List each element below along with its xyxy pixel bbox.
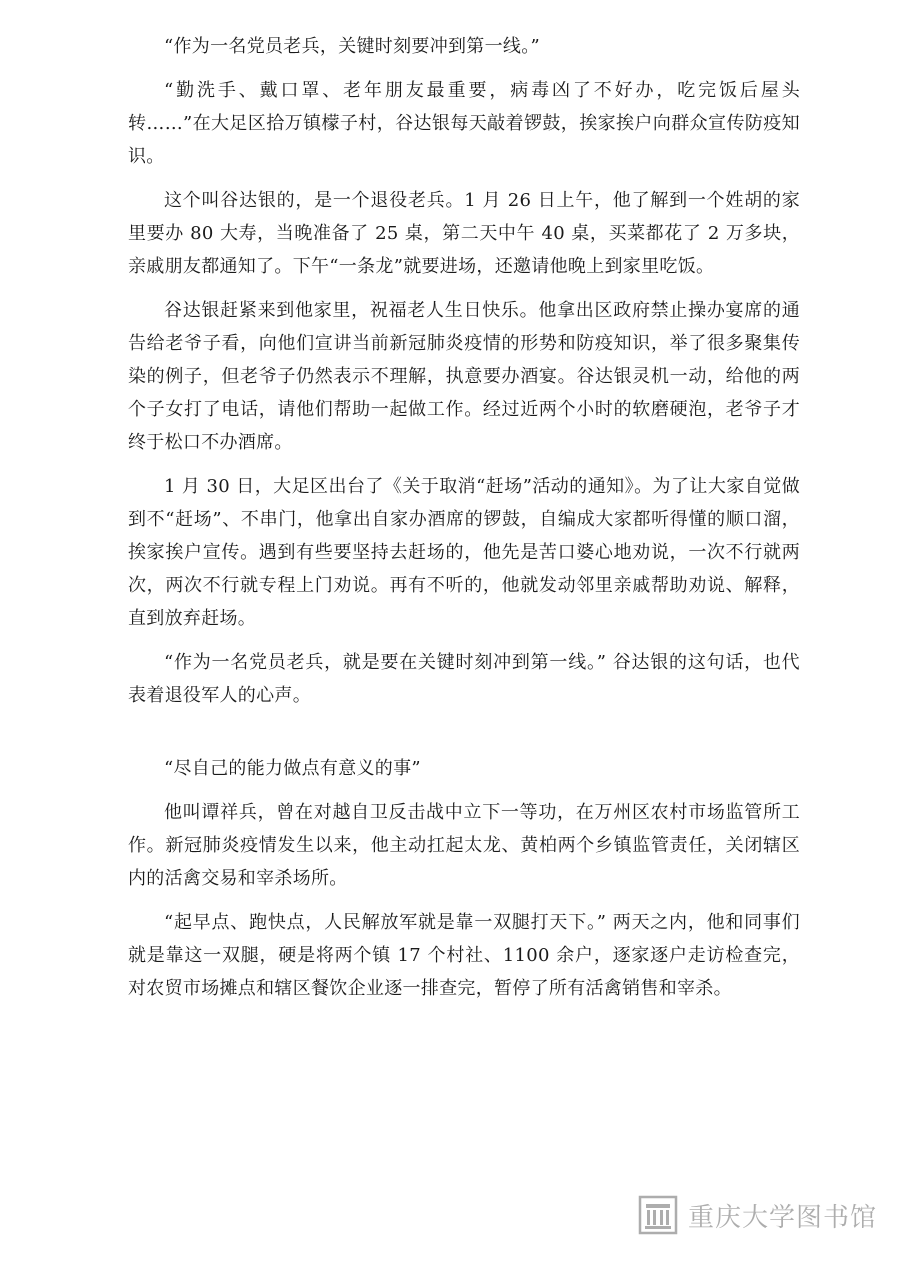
paragraph-2: “勤洗手、戴口罩、老年朋友最重要，病毒凶了不好办，吃完饭后屋头转……”在大足区拾万镇檬子村，谷达银每天敲着锣鼓，挨家挨户向群众宣传防疫知识。 (128, 80, 800, 167)
section-heading: “尽自己的能力做点有意义的事” (164, 758, 421, 779)
paragraph-9: “起早点、跑快点，人民解放军就是靠一双腿打天下。” 两天之内，他和同事们就是靠这一双腿，硬是将两个镇 17 个村社、1100 余户，逐家逐户走访检查完，对农贸市场摊点和辖区餐饮企业逐一排查完，暂停了所有活禽销售和宰杀。 (128, 912, 800, 999)
paragraph-1: “作为一名党员老兵，关键时刻要冲到第一线。” (164, 36, 541, 57)
library-watermark (638, 1192, 877, 1238)
paragraph-8: 他叫谭祥兵，曾在对越自卫反击战中立下一等功，在万州区农村市场监管所工作。新冠肺炎疫情发生以来，他主动扛起太龙、黄柏两个乡镇监管责任，关闭辖区内的活禽交易和宰杀场所。 (128, 802, 800, 889)
article-body (128, 30, 800, 1005)
paragraph-3: 这个叫谷达银的，是一个退役老兵。1 月 26 日上午，他了解到一个姓胡的家里要办 80 大寿，当晚准备了 25 桌，第二天中午 40 桌，买菜都花了 2 万多块，亲戚朋友都通知了。下午“一条龙”就要进场，还邀请他晚上到家里吃饭。 (128, 190, 800, 277)
watermark-text: 重庆大学图书馆 (688, 1202, 878, 1233)
paragraph-6: “作为一名党员老兵，就是要在关键时刻冲到第一线。” 谷达银的这句话，也代表着退役军人的心声。 (128, 652, 800, 706)
paragraph-5: 1 月 30 日，大足区出台了《关于取消“赶场”活动的通知》。为了让大家自觉做到不“赶场”、不串门，他拿出自家办酒席的锣鼓，自编成大家都听得懂的顺口溜，挨家挨户宣传。遇到有些要坚持去赶场的，他先是苦口婆心地劝说，一次不行就两次，两次不行就专程上门劝说。再有不听的，他就发动邻里亲戚帮助劝说、解释，直到放弃赶场。 (128, 476, 800, 629)
library-logo-icon (638, 1195, 678, 1235)
paragraph-4: 谷达银赶紧来到他家里，祝福老人生日快乐。他拿出区政府禁止操办宴席的通告给老爷子看，向他们宣讲当前新冠肺炎疫情的形势和防疫知识，举了很多聚集传染的例子，但老爷子仍然表示不理解，执意要办酒宴。谷达银灵机一动，给他的两个子女打了电话，请他们帮助一起做工作。经过近两个小时的软磨硬泡，老爷子才终于松口不办酒席。 (128, 300, 800, 453)
